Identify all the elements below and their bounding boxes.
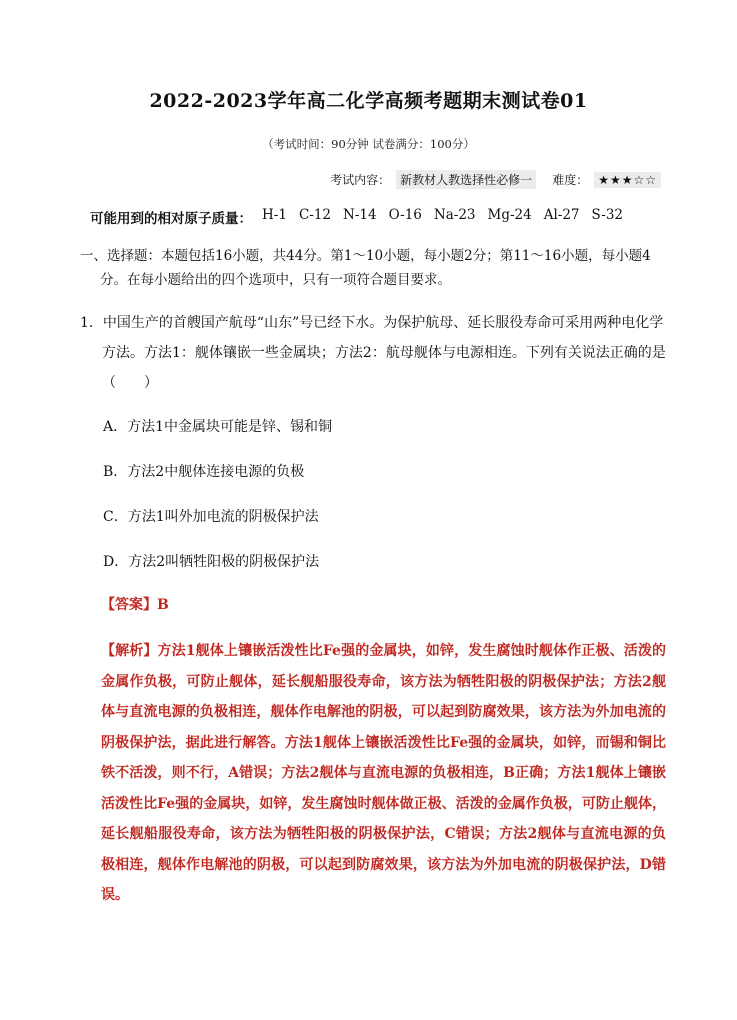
atomic-mass-item: C-12 <box>298 207 332 223</box>
option-a: A．方法1中金属块可能是锌、锡和铜 <box>103 419 333 435</box>
atomic-masses-label: 可能用到的相对原子质量： <box>90 211 252 227</box>
atomic-mass-item: N-14 <box>343 207 377 223</box>
option-c: C．方法1叫外加电流的阴极保护法 <box>103 509 319 525</box>
question-stem: 1．中国生产的首艘国产航母“山东”号已经下水。为保护航母、延长服役寿命可采用两种电化学方法。方法1：舰体镶嵌一些金属块；方法2：航母舰体与电源相连。下列有关说法正确的是（ ） <box>80 315 666 391</box>
analysis: 【解析】方法1舰体上镶嵌活泼性比Fe强的金属块，如锌，发生腐蚀时舰体作正极、活泼的金属作负极，可防止舰体，延长舰船服役寿命，该方法为牺牲阳极的阴极保护法；方法2舰体与直流电源的负极相连，舰体作电解池的阴极，可以起到防腐效果，该方法为外加电流的阴极保护法，据此进行解答。方法1舰体上镶嵌活泼性比Fe强的金属块，如锌，而锡和铜比铁不活泼，则不行，A错误；方法2舰体与直流电源的负极相连，B正确；方法1舰体上镶嵌活泼性比Fe强的金属块，如锌，发生腐蚀时舰体做正极、活泼的金属作负极，可防止舰体，延长舰船服役寿命，该方法为牺牲阳极的阴极保护法，C错误；方法2舰体与直流电源的负极相连，舰体作电解池的阴极，可以起到防腐效果，该方法为外加电流的阴极保护法，D错误。 <box>101 643 666 903</box>
option-b: B．方法2中舰体连接电源的负极 <box>103 464 305 480</box>
content-value: 新教材人教选择性必修一 <box>396 170 536 189</box>
atomic-mass-item: Al-27 <box>543 207 580 223</box>
difficulty-label: 难度： <box>552 173 589 187</box>
exam-time-info: （考试时间：90分钟 试卷满分：100分） <box>262 137 475 151</box>
page-title: 2022-2023学年高二化学高频考题期末测试卷01 <box>149 90 588 112</box>
exam-meta <box>330 170 661 189</box>
atomic-masses <box>90 207 623 227</box>
content-label: 考试内容： <box>330 173 391 187</box>
question-1 <box>80 308 670 398</box>
atomic-mass-item: Mg-24 <box>487 207 532 223</box>
atomic-mass-item: Na-23 <box>433 207 476 223</box>
difficulty-stars: ★★★☆☆ <box>594 172 661 188</box>
answer: 【答案】B <box>101 597 169 613</box>
atomic-mass-item: O-16 <box>388 207 422 223</box>
option-d: D．方法2叫牺牲阳极的阴极保护法 <box>103 554 320 570</box>
section-instructions <box>80 244 662 292</box>
section-intro: 一、选择题：本题包括16小题，共44分。第1～10小题，每小题2分；第11～16小题，每小题4分。在每小题给出的四个选项中，只有一项符合题目要求。 <box>80 248 651 288</box>
atomic-mass-item: H-1 <box>262 207 287 223</box>
atomic-mass-item: S-32 <box>591 207 624 223</box>
